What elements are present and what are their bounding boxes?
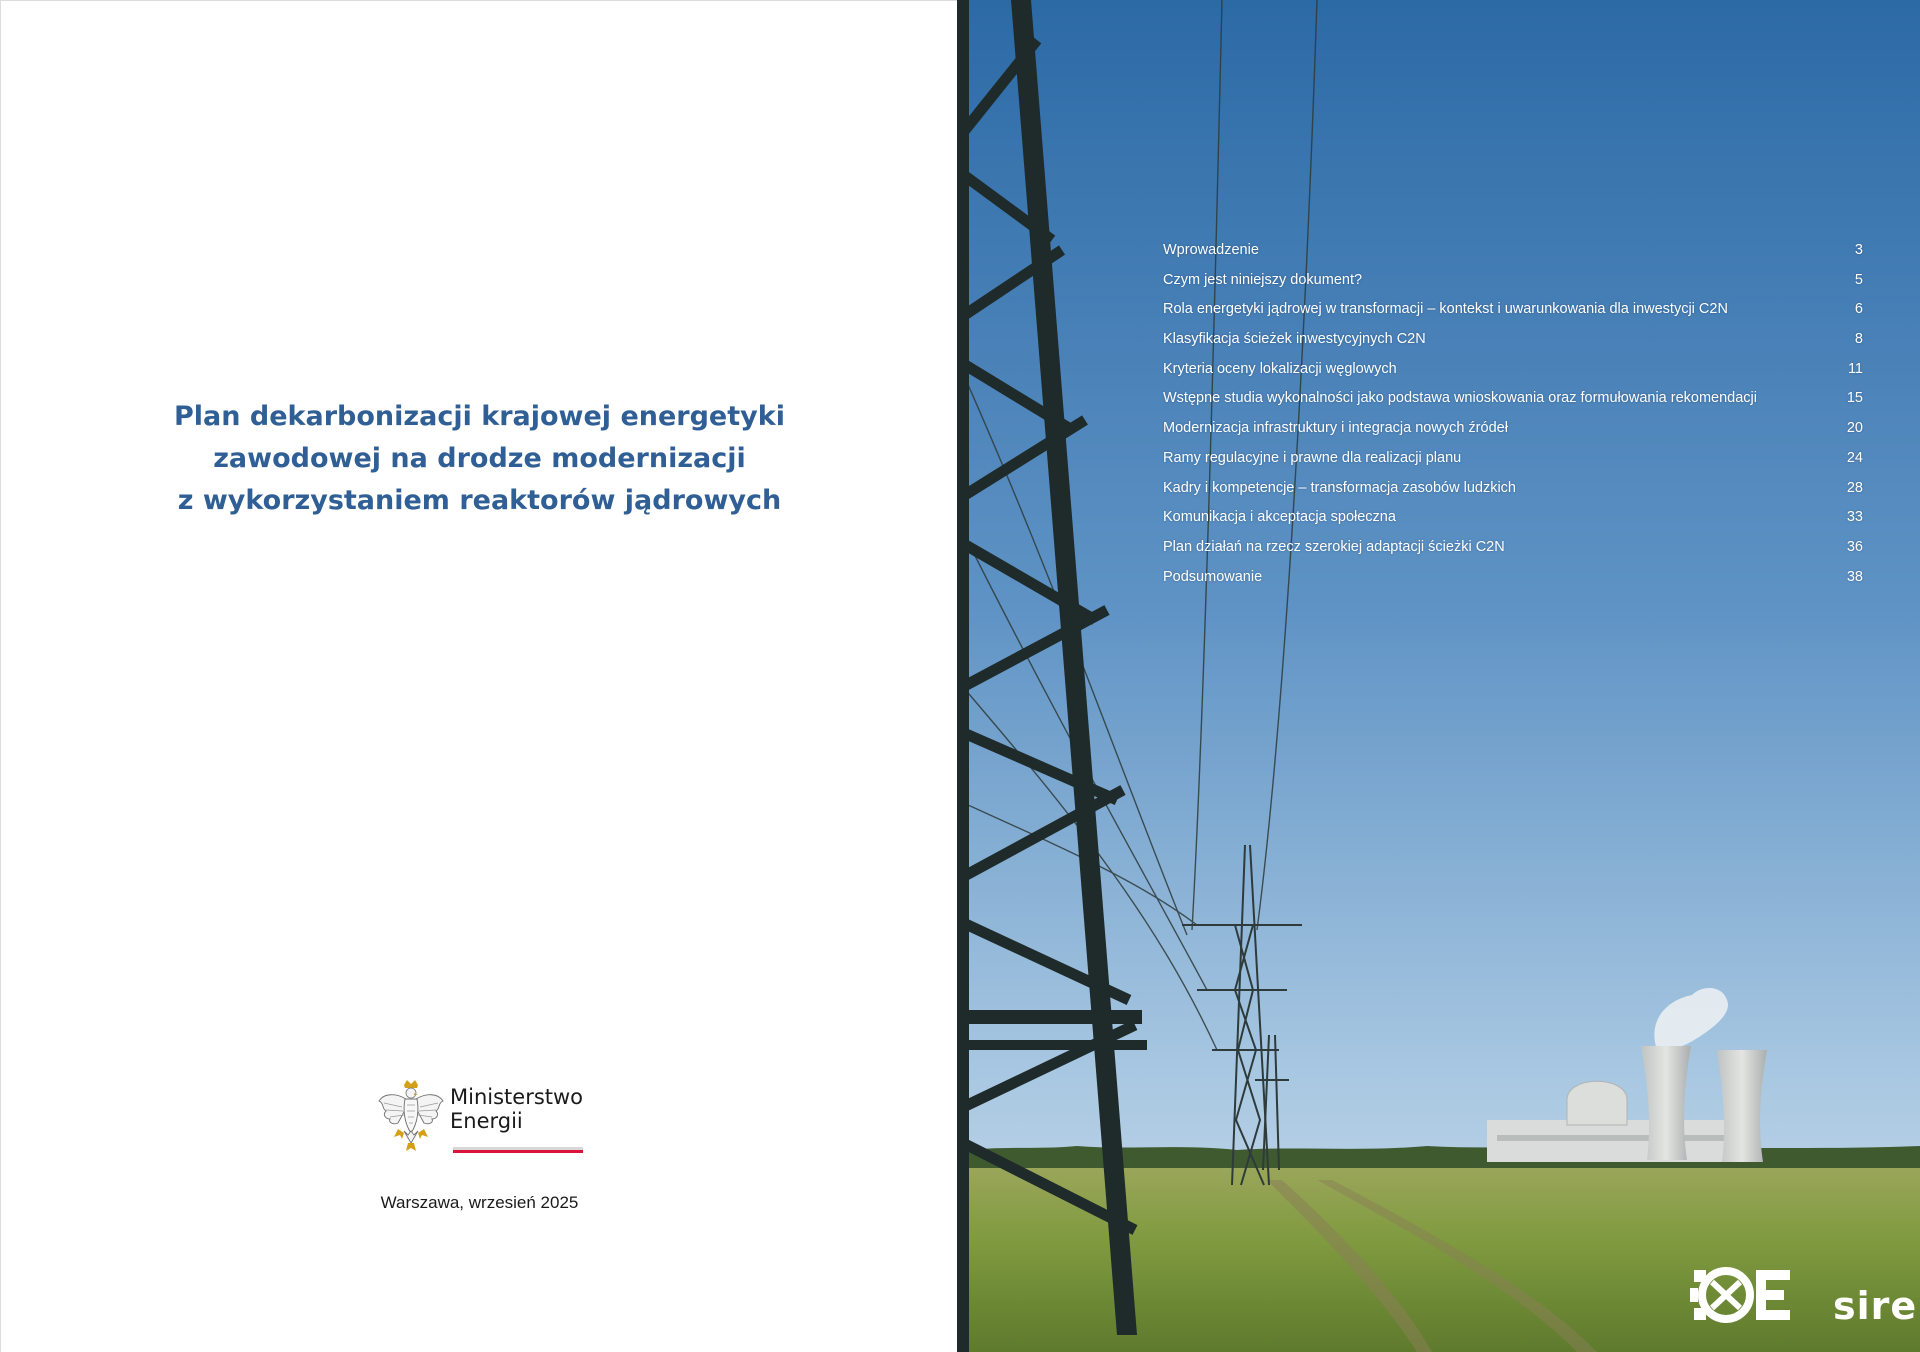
toc-entry[interactable] [1163,539,1863,569]
desire-mark-icon [1690,1262,1840,1332]
toc-entry-title: Klasyfikacja ścieżek inwestycyjnych C2N [1163,331,1426,348]
toc-entry-title: Komunikacja i akceptacja społeczna [1163,509,1396,526]
toc-entry-title: Wstępne studia wykonalności jako podstawa wnioskowania oraz formułowania rekomendacji [1163,390,1757,407]
toc-entry[interactable] [1163,301,1863,331]
toc-entry-title: Kadry i kompetencje – transformacja zasobów ludzkich [1163,479,1516,496]
toc-entry-title: Rola energetyki jądrowej w transformacji – kontekst i uwarunkowania dla inwestycji C2N [1163,301,1728,318]
toc-entry[interactable] [1163,420,1863,450]
desire-brand-text: sire [1833,1284,1918,1328]
toc-entry-page: 8 [1854,331,1863,348]
toc-entry-title: Plan działań na rzecz szerokiej adaptacji ścieżki C2N [1163,538,1505,555]
flag-stripe [453,1147,583,1153]
document-title [1,396,958,522]
title-line-2: zawodowej na drodze modernizacji [213,443,746,474]
toc-entry-page: 6 [1854,301,1863,318]
ministry-logo [376,1079,596,1155]
toc-entry-page: 36 [1846,538,1863,555]
toc-entry[interactable] [1163,450,1863,480]
contents-page [957,0,1920,1352]
ministry-name [450,1085,583,1133]
toc-entry[interactable] [1163,272,1863,302]
toc-entry-title: Kryteria oceny lokalizacji węglowych [1163,360,1397,377]
toc-entry[interactable] [1163,390,1863,420]
toc-entry-title: Podsumowanie [1163,568,1263,585]
toc-entry-page: 20 [1846,420,1863,437]
toc-entry-title: Wprowadzenie [1163,242,1259,258]
toc-entry-page: 5 [1854,271,1863,288]
toc-entry[interactable] [1163,509,1863,539]
toc-entry-page: 15 [1846,390,1863,407]
toc-entry-title: Modernizacja infrastruktury i integracja nowych źródeł [1163,420,1508,437]
title-line-3: z wykorzystaniem reaktorów jądrowych [177,485,782,516]
toc-entry[interactable] [1163,242,1863,272]
polish-eagle-emblem-icon [376,1079,446,1153]
table-of-contents [1163,242,1863,598]
toc-entry[interactable] [1163,569,1863,599]
toc-entry-page: 11 [1847,360,1863,377]
ministry-name-line-2: Energii [450,1109,523,1133]
toc-entry-page: 3 [1854,242,1863,258]
toc-entry-page: 38 [1846,568,1863,585]
ministry-name-line-1: Ministerstwo [450,1085,584,1109]
toc-entry-title: Ramy regulacyjne i prawne dla realizacji planu [1163,449,1462,466]
place-and-date: Warszawa, wrzesień 2025 [380,1193,579,1212]
toc-entry-page: 28 [1846,479,1863,496]
power-line-landscape-photo [957,0,1920,1352]
desire-brand-logo [1690,1262,1918,1332]
toc-entry[interactable] [1163,480,1863,510]
cover-page [0,0,957,1352]
toc-entry[interactable] [1163,361,1863,391]
title-line-1: Plan dekarbonizacji krajowej energetyki [174,401,785,432]
toc-entry-page: 24 [1846,449,1863,466]
toc-entry-title: Czym jest niniejszy dokument? [1163,271,1363,288]
toc-entry[interactable] [1163,331,1863,361]
toc-entry-page: 33 [1846,509,1863,526]
